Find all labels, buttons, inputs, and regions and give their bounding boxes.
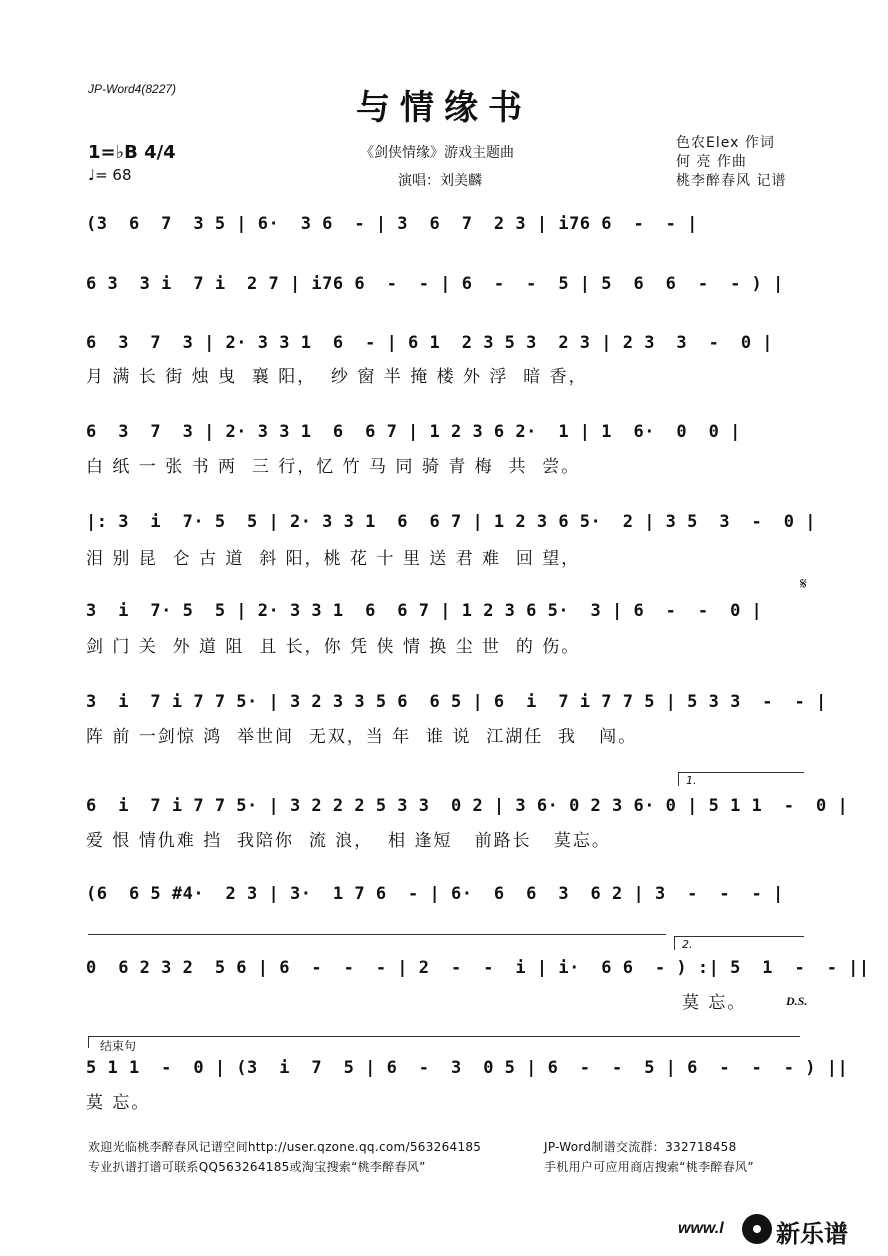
segno-sign: 𝄋: [800, 574, 807, 593]
composer-credit: 何 亮 作曲: [676, 154, 747, 170]
coda-label: 结束句: [100, 1039, 137, 1053]
lyric-line-6: 爱 恨 情仇难 挡 我陪你 流 浪， 相 逢短 前路长 莫忘。: [86, 831, 611, 851]
score-line-8: 6 i 7 i 7 7 5· | 3 2 2 2 5 3 3 0 2 | 3 6· 0 2 3 6· 0 | 5 1 1 - 0 |: [86, 796, 849, 816]
lyric-line-2: 白 纸 一 张 书 两 三 行，忆 竹 马 同 骑 青 梅 共 尝。: [86, 457, 581, 477]
tempo-mark: ♩= 68: [88, 166, 132, 184]
software-label: JP-Word4(8227): [88, 82, 177, 96]
lyric-line-1: 月 满 长 街 烛 曳 襄 阳， 纱 窗 半 掩 楼 外 浮 暗 香，: [86, 367, 588, 387]
score-line-3: 6 3 7 3 | 2· 3 3 1 6 - | 6 1 2 3 5 3 2 3 | 2 3 3 - 0 |: [86, 333, 774, 353]
score-line-10: 0 6 2 3 2 5 6 | 6 - - - | 2 - - i | i· 6 6 - ) :| 5 1 - - ||: [86, 958, 870, 978]
logo-name: 新乐谱: [776, 1220, 848, 1248]
footer-group: JP-Word制谱交流群：332718458: [544, 1140, 737, 1154]
system-rule: [88, 934, 666, 935]
coda-bracket: [88, 1036, 800, 1037]
score-line-4: 6 3 7 3 | 2· 3 3 1 6 6 7 | 1 2 3 6 2· 1 | 1 6· 0 0 |: [86, 422, 741, 442]
ending-1-bracket-edge: [678, 772, 679, 786]
singer: 演唱：刘美麟: [398, 173, 482, 189]
lyricist-credit: 色农Elex 作词: [676, 135, 775, 151]
lyric-line-5: 阵 前 一剑惊 鸿 举世间 无双，当 年 谁 说 江湖任 我 闯。: [86, 727, 638, 747]
score-line-7: 3 i 7 i 7 7 5· | 3 2 3 3 5 6 6 5 | 6 i 7 i 7 7 5 | 5 3 3 - - |: [86, 692, 827, 712]
score-line-2: 6 3 3 i 7 i 2 7 | i76 6 - - | 6 - - 5 | 5 6 6 - - ) |: [86, 274, 784, 294]
ending-1-label: 1.: [686, 774, 697, 787]
key-signature: 1=♭B 4/4: [88, 142, 176, 163]
score-line-9: (6 6 5 #4· 2 3 | 3· 1 7 6 - | 6· 6 6 3 6 2 | 3 - - - |: [86, 884, 784, 904]
record-disc-icon: [742, 1214, 772, 1244]
ending-2-bracket-edge: [674, 936, 675, 950]
ds-mark: D.S.: [786, 994, 808, 1008]
lyric-line-8: 莫 忘。: [86, 1093, 151, 1113]
score-line-1: (3 6 7 3 5 | 6· 3 6 - | 3 6 7 2 3 | i76 6 - - |: [86, 214, 698, 234]
score-line-5: |: 3 i 7· 5 5 | 2· 3 3 1 6 6 7 | 1 2 3 6 5· 2 | 3 5 3 - 0 |: [86, 512, 816, 532]
lyric-line-3: 泪 别 昆 仑 古 道 斜 阳，桃 花 十 里 送 君 难 回 望，: [86, 549, 581, 569]
song-title: 与情缘书: [356, 88, 532, 128]
subtitle: 《剑侠情缘》游戏主题曲: [360, 145, 514, 161]
ending-2-label: 2.: [682, 938, 693, 951]
score-line-11: 5 1 1 - 0 | (3 i 7 5 | 6 - 3 0 5 | 6 - - 5 | 6 - - - ) ||: [86, 1058, 849, 1078]
score-line-6: 3 i 7· 5 5 | 2· 3 3 1 6 6 7 | 1 2 3 6 5· 3 | 6 - - 0 |: [86, 601, 763, 621]
credits: [676, 134, 786, 191]
lyric-line-7: 莫 忘。: [682, 993, 747, 1013]
footer-contact: 专业扒谱打谱可联系QQ563264185或淘宝搜索“桃李醉春风”: [88, 1160, 426, 1174]
transcriber-credit: 桃李醉春风 记谱: [676, 173, 787, 189]
coda-bracket-edge: [88, 1036, 89, 1048]
logo-url: www.l: [678, 1220, 724, 1237]
lyric-line-4: 剑 门 关 外 道 阻 且 长，你 凭 侠 情 换 尘 世 的 伤。: [86, 637, 581, 657]
site-logo: [678, 1212, 878, 1246]
footer-website: 欢迎光临桃李醉春风记谱空间http://user.qzone.qq.com/563264185: [88, 1140, 482, 1154]
ending-2-bracket: [674, 936, 804, 937]
footer-mobile: 手机用户可应用商店搜索“桃李醉春风”: [544, 1160, 754, 1174]
ending-1-bracket: [678, 772, 804, 773]
